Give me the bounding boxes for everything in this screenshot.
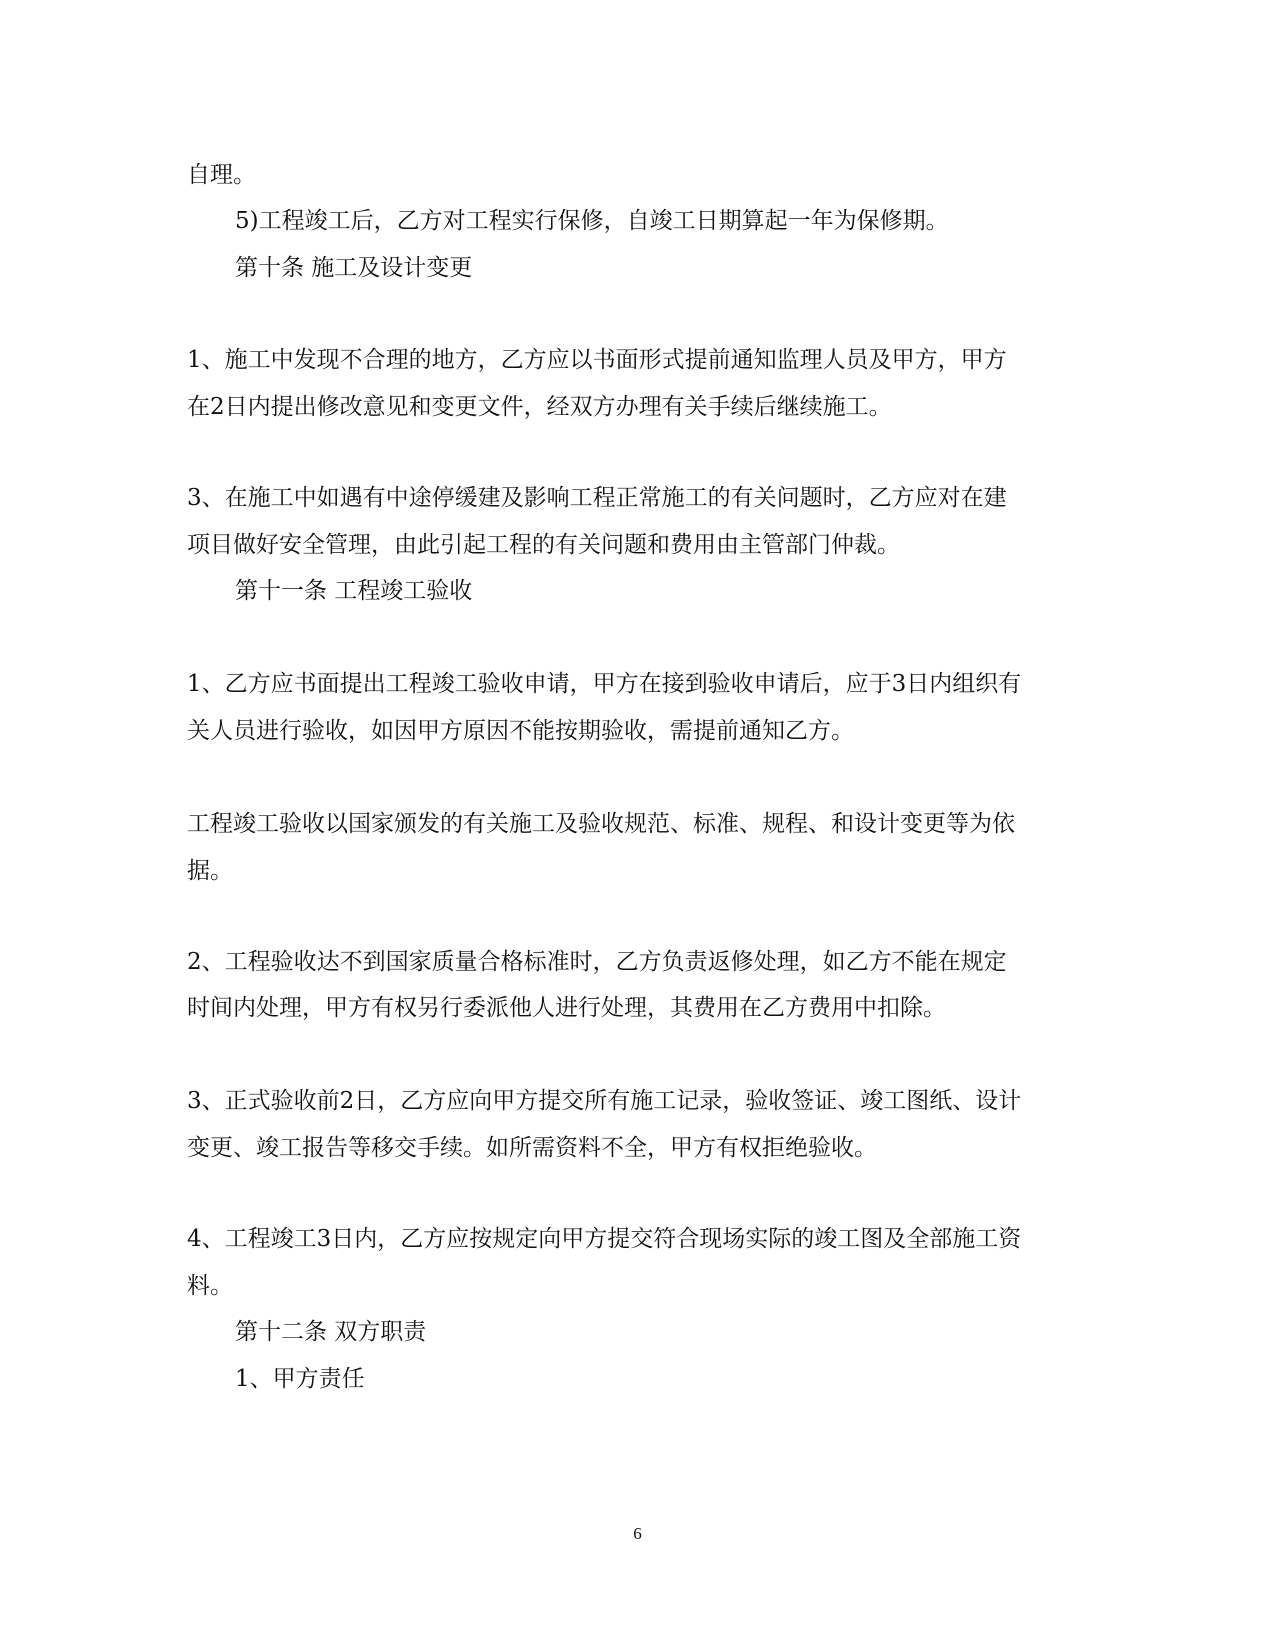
article-10-item-3-line-2: 项目做好安全管理，由此引起工程的有关问题和费用由主管部门仲裁。 bbox=[187, 532, 900, 558]
article-12-heading: 第十二条 双方职责 bbox=[235, 1319, 427, 1345]
article-12-item-1: 1、甲方责任 bbox=[235, 1366, 365, 1392]
article-11-item-2-line-1: 2、工程验收达不到国家质量合格标准时，乙方负责返修处理，如乙方不能在规定 bbox=[187, 949, 1007, 975]
article-10-heading: 第十条 施工及设计变更 bbox=[235, 255, 473, 281]
paragraph-line: 自理。 bbox=[187, 162, 256, 188]
article-11-basis-line-1: 工程竣工验收以国家颁发的有关施工及验收规范、标准、规程、和设计变更等为依 bbox=[187, 811, 1015, 837]
article-11-item-3-line-2: 变更、竣工报告等移交手续。如所需资料不全，甲方有权拒绝验收。 bbox=[187, 1135, 877, 1161]
article-11-item-3-line-1: 3、正式验收前2日，乙方应向甲方提交所有施工记录，验收签证、竣工图纸、设计 bbox=[187, 1088, 1022, 1114]
article-11-item-4-line-2: 料。 bbox=[187, 1273, 233, 1299]
article-11-item-4-line-1: 4、工程竣工3日内，乙方应按规定向甲方提交符合现场实际的竣工图及全部施工资 bbox=[187, 1226, 1022, 1252]
page-number: 6 bbox=[633, 1524, 642, 1543]
article-11-heading: 第十一条 工程竣工验收 bbox=[235, 578, 473, 604]
article-10-item-1-line-1: 1、施工中发现不合理的地方，乙方应以书面形式提前通知监理人员及甲方，甲方 bbox=[187, 347, 1007, 373]
list-item-5: 5)工程竣工后，乙方对工程实行保修，自竣工日期算起一年为保修期。 bbox=[235, 208, 949, 234]
article-10-item-3-line-1: 3、在施工中如遇有中途停缓建及影响工程正常施工的有关问题时，乙方应对在建 bbox=[187, 485, 1007, 511]
article-11-item-2-line-2: 时间内处理，甲方有权另行委派他人进行处理，其费用在乙方费用中扣除。 bbox=[187, 995, 946, 1021]
article-10-item-1-line-2: 在2日内提出修改意见和变更文件，经双方办理有关手续后继续施工。 bbox=[187, 394, 892, 420]
article-11-basis-line-2: 据。 bbox=[187, 858, 233, 884]
article-11-item-1-line-2: 关人员进行验收，如因甲方原因不能按期验收，需提前通知乙方。 bbox=[187, 718, 854, 744]
article-11-item-1-line-1: 1、乙方应书面提出工程竣工验收申请，甲方在接到验收申请后，应于3日内组织有 bbox=[187, 671, 1022, 697]
